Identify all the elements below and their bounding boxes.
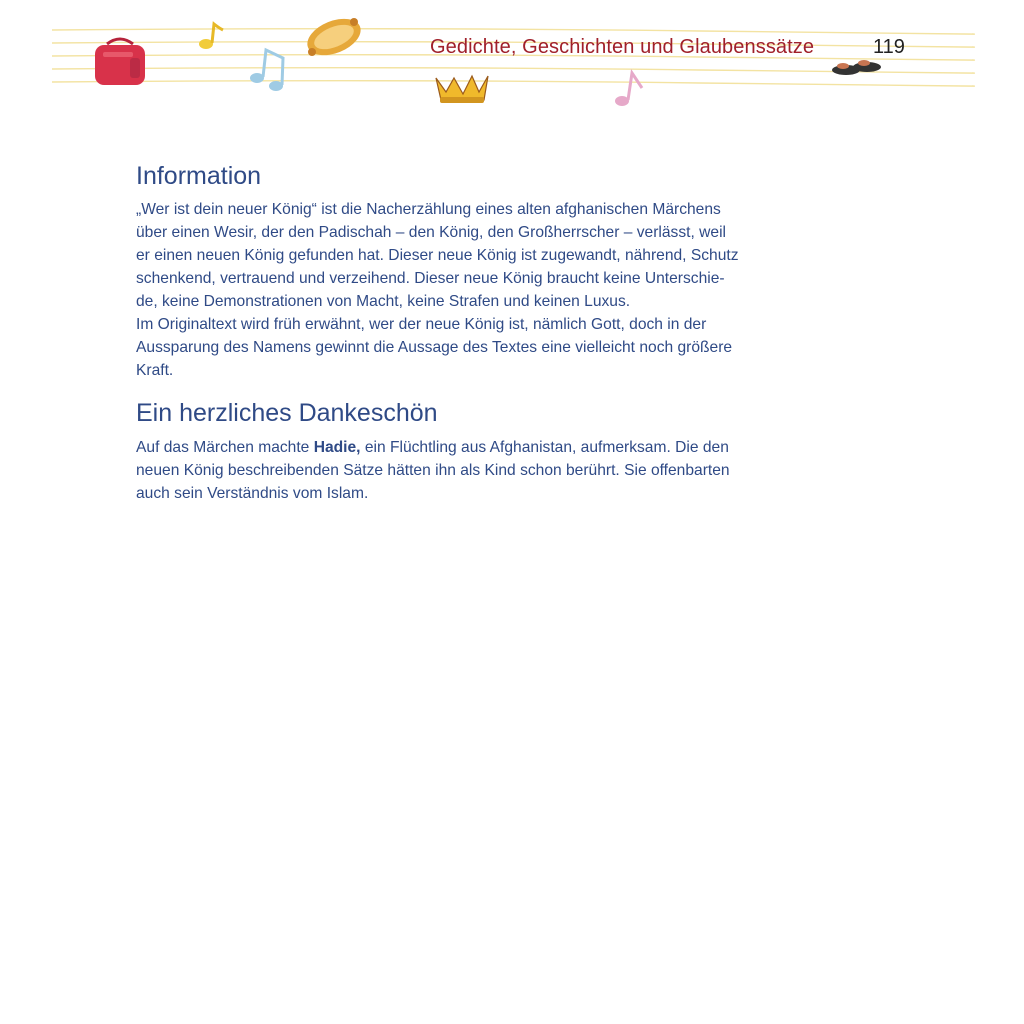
text-line: Kraft. <box>136 362 174 379</box>
text-segment: ein Flüchtling aus Afghanistan, aufmerksam. Die den <box>360 439 729 456</box>
suitcase-icon <box>95 39 145 85</box>
text-line: auch sein Verständnis vom Islam. <box>136 485 369 502</box>
text-line: er einen neuen König gefunden hat. Dieser neue König ist zugewandt, nährend, Schutz <box>136 247 739 264</box>
information-paragraph <box>136 198 836 382</box>
slippers-icon <box>832 60 881 75</box>
text-line <box>136 436 836 459</box>
header-decoration <box>0 0 1024 120</box>
text-line: neuen König beschreibenden Sätze hätten ihn als Kind schon berührt. Sie offenbarten <box>136 462 730 479</box>
crown-icon <box>436 76 488 103</box>
section-heading-information: Information <box>136 162 262 190</box>
page-content <box>136 162 836 505</box>
text-segment: Auf das Märchen machte <box>136 439 314 456</box>
thanks-paragraph <box>136 436 836 505</box>
name-highlight: Hadie, <box>313 439 361 456</box>
running-header-title: Gedichte, Geschichten und Glaubenssätze <box>430 36 815 58</box>
page-number: 119 <box>873 36 905 58</box>
music-note-icon <box>615 73 642 106</box>
text-line: schenkend, vertrauend und verzeihend. Dieser neue König braucht keine Unterschie- <box>136 270 725 287</box>
header-band <box>0 0 1024 120</box>
music-note-icon <box>199 24 223 49</box>
text-line: Aussparung des Namens gewinnt die Aussage des Textes eine vielleicht noch größere <box>136 339 733 356</box>
text-line: de, keine Demonstrationen von Macht, keine Strafen und keinen Luxus. <box>136 293 631 310</box>
text-line: Im Originaltext wird früh erwähnt, wer der neue König ist, nämlich Gott, doch in der <box>136 316 707 333</box>
section-heading-thanks: Ein herzliches Dankeschön <box>136 399 438 427</box>
text-line: „Wer ist dein neuer König“ ist die Nacherzählung eines alten afghanischen Märchens <box>136 201 721 218</box>
text-line: über einen Wesir, der den Padischah – den König, den Großherrscher – verlässt, weil <box>136 224 726 241</box>
music-note-icon <box>250 50 283 91</box>
